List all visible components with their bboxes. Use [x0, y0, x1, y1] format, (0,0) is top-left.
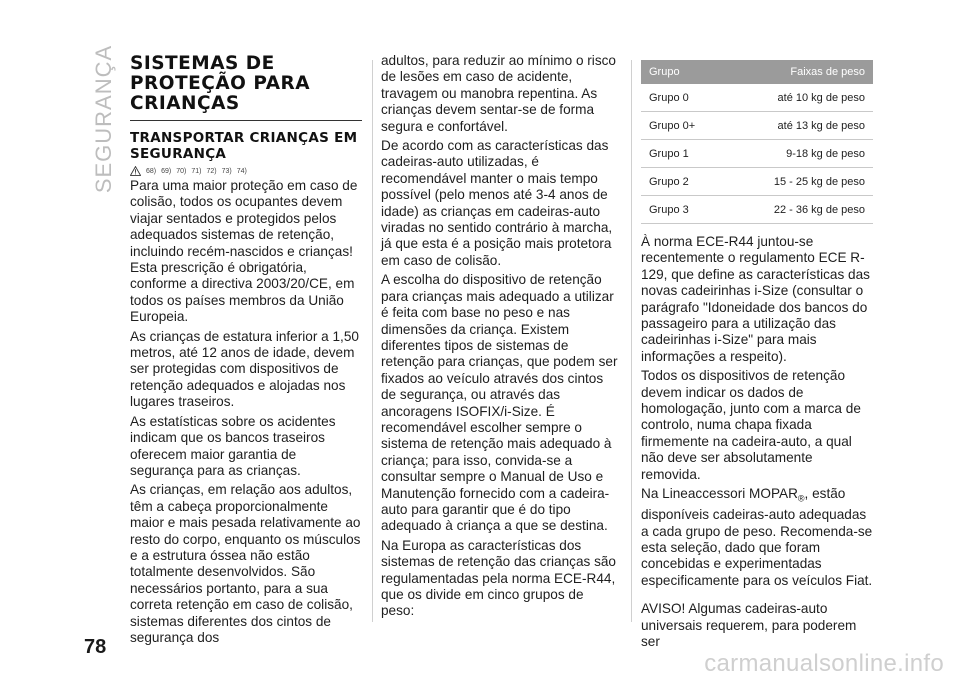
warning-paragraph: AVISO! Algumas cadeiras-auto universais requerem, para poderem ser [641, 601, 857, 650]
mopar-paragraph [641, 486, 873, 589]
table-cell: Grupo 1 [649, 147, 689, 160]
section-label: SEGURANÇA [91, 44, 116, 194]
body-paragraph: À norma ECE-R44 juntou-se recentemente o regulamento ECE R-129, que define as características das novas cadeirinhas i-Size (consultar o parágrafo "Idoneidade dos bancos do passageiro para a utilização das cadeirinhas i-Size" para mais informações a respeito). [641, 234, 870, 364]
column-divider [372, 60, 373, 622]
warning-ref[interactable]: 68) [146, 167, 157, 175]
warning-ref[interactable]: 72) [206, 167, 217, 175]
mopar-text: Na Lineaccessori MOPAR [641, 486, 798, 502]
warning-ref[interactable]: 74) [236, 167, 247, 175]
warning-refs [130, 166, 362, 176]
table-row [641, 196, 873, 224]
table-cell: Grupo 0+ [649, 119, 696, 132]
table-cell: Grupo 0 [649, 91, 689, 104]
body-paragraph: As estatísticas sobre os acidentes indicam que os bancos traseiros oferecem maior garantia de segurança para as crianças. [130, 413, 336, 478]
table-header [641, 60, 873, 84]
table-header-cell: Faixas de peso [790, 66, 865, 78]
body-paragraph: A escolha do dispositivo de retenção para crianças mais adequado a utilizar é feita com base no peso e nas dimensões da criança. Existem diferentes tipos de sistemas de retenção para crianças, que podem ser fixados ao veículo através dos cintos de segurança, ou através das ancoragens ISOFIX/i-Size. É recomendável escolher sempre o sistema de retenção mais adequado à criança; para isso, convida-se a consultar sempre o Manual de Uso e Manutenção fornecido com a cadeira-auto para garantir que é do tipo adequado à criança a que se destina. [381, 272, 618, 534]
column-1 [130, 54, 362, 649]
warning-ref[interactable]: 73) [221, 167, 232, 175]
section-subtitle: TRANSPORTAR CRIANÇAS EM SEGURANÇA [130, 130, 358, 162]
body-paragraph: Para uma maior proteção em caso de colisão, todos os ocupantes devem viajar sentados e protegidos pelos adequados sistemas de retenção, incluindo recém-nascidos e crianças! Esta prescrição é obrigatória, conforme a directiva 2003/20/CE, em todos os países membros da União Europeia. [130, 178, 358, 325]
body-paragraph: Todos os dispositivos de retenção devem indicar os dados de homologação, junto com a marca de controlo, numa chapa fixada firmemente na cadeira-auto, a qual não deve ser absolutamente removida. [641, 368, 861, 482]
table-cell: 22 - 36 kg de peso [773, 203, 865, 216]
warning-ref[interactable]: 71) [191, 167, 202, 175]
weight-groups-table [641, 60, 873, 224]
table-row [641, 140, 873, 168]
table-cell: Grupo 2 [649, 175, 689, 188]
page-number: 78 [84, 636, 107, 658]
table-row [641, 112, 873, 140]
table-cell: até 13 kg de peso [777, 119, 865, 132]
mopar-text-rest: , estão disponíveis cadeiras-auto adequadas a cada grupo de peso. Recomenda-se esta seleção, dado que foram concebidas e experimentadas especificamente para os veículos Fiat. [641, 486, 873, 588]
page-title: SISTEMAS DE PROTEÇÃO PARA CRIANÇAS [130, 53, 311, 114]
warning-triangle-icon [130, 166, 141, 176]
body-paragraph: As crianças de estatura inferior a 1,50 metros, até 12 anos de idade, devem ser protegidas com dispositivos de retenção adequados e alojadas nos lugares traseiros. [130, 328, 359, 410]
table-row [641, 168, 873, 196]
body-paragraph: adultos, para reduzir ao mínimo o risco de lesões em caso de acidente, travagem ou manobra repentina. As crianças devem sentar-se de forma segura e confortável. [381, 53, 616, 134]
table-row [641, 84, 873, 112]
warning-ref[interactable]: 70) [176, 167, 187, 175]
table-cell: 9-18 kg de peso [786, 147, 865, 160]
column-3 [641, 60, 873, 653]
title-rule [130, 120, 362, 121]
watermark: carmanualsonline.info [704, 650, 944, 677]
table-header-cell: Grupo [649, 66, 680, 78]
table-cell: 15 - 25 kg de peso [773, 175, 865, 188]
warning-ref[interactable]: 69) [161, 167, 172, 175]
body-paragraph: Na Europa as características dos sistemas de retenção das crianças são regulamentadas pela norma ECE-R44, que os divide em cinco grupos de peso: [381, 537, 616, 619]
body-paragraph: De acordo com as características das cadeiras-auto utilizadas, é recomendável manter o mais tempo possível (pelo menos até 3-4 anos de idade) as crianças em cadeiras-auto viradas no sentido contrário à marcha, já que esta é a posição mais protetora em caso de colisão. [381, 138, 613, 268]
column-2 [381, 53, 619, 623]
column-divider [631, 60, 632, 622]
registered-mark: ® [797, 493, 805, 504]
table-cell: Grupo 3 [649, 203, 689, 216]
table-cell: até 10 kg de peso [777, 91, 865, 104]
body-paragraph: As crianças, em relação aos adultos, têm a cabeça proporcionalmente maior e mais pesada relativamente ao resto do corpo, enquanto os músculos e a estrutura óssea não estão totalmente desenvolvidos. São necessários portanto, para a sua correta retenção em caso de colisão, sistemas diferentes dos cintos de segurança dos [130, 482, 361, 645]
